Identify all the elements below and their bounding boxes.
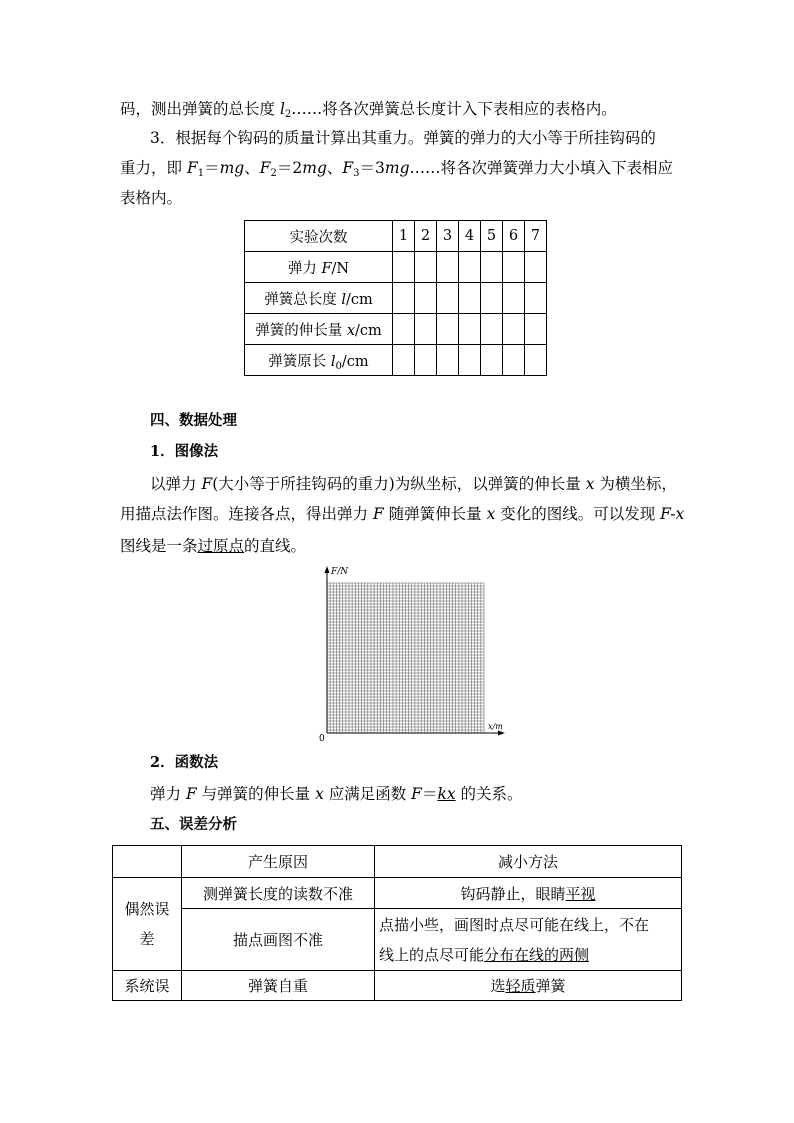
answer-underline: kx [437, 785, 456, 803]
method1-title: 1．图像法 [150, 443, 219, 460]
method2-line: 弹力 F 与弹簧的伸长量 x 应满足函数 F＝kx 的关系。 [150, 785, 523, 803]
column-header: 7 [525, 221, 547, 252]
para-line3: 图线是一条过原点的直线。 [120, 537, 307, 555]
fx-graph [310, 563, 510, 743]
column-header: 2 [415, 221, 437, 252]
table-header-label: 实验次数 [245, 221, 393, 252]
table-row [113, 971, 682, 1001]
method2-title: 2．函数法 [150, 754, 219, 771]
x-axis-arrow [498, 731, 505, 736]
column-header: 5 [481, 221, 503, 252]
table-header-row [245, 221, 547, 252]
column-header: 4 [459, 221, 481, 252]
error-analysis-table [112, 845, 682, 1001]
step3-line3: 表格内。 [120, 189, 183, 207]
table-row [113, 878, 682, 909]
step2-tail-text: 码，测出弹簧的总长度 [120, 100, 280, 118]
y-axis-label: F/N [331, 567, 349, 577]
systematic-error-label: 系统误 [113, 971, 182, 1001]
method-cell: 选轻质弹簧 [375, 971, 682, 1001]
var-l: l [279, 100, 285, 118]
row-label: 弹簧的伸长量 x/cm [245, 314, 393, 345]
origin-label: 0 [319, 734, 325, 743]
para-line1: 以弹力 F(大小等于所挂钩码的重力)为纵坐标，以弹簧的伸长量 x 为横坐标， [150, 475, 677, 493]
column-header: 1 [393, 221, 415, 252]
row-label: 弹簧总长度 l/cm [245, 283, 393, 314]
step3-line2: 重力，即 $F_1=mg$、$F_2=2mg$、$F_3=3mg\dots\dots$将各次弹簧弹力大小填入下表相应 [120, 159, 674, 179]
method-cell: 点描小些，画图时点尽可能在线上，不在 线上的点尽可能分布在线的两侧 [375, 909, 682, 971]
y-axis-arrow [325, 566, 330, 573]
cause-cell: 弹簧自重 [182, 971, 375, 1001]
column-header: 3 [437, 221, 459, 252]
cause-cell: 测弹簧长度的读数不准 [182, 878, 375, 909]
step2-tail-line [120, 98, 617, 120]
x-axis-label: x/m [488, 722, 503, 731]
method-cell: 钩码静止，眼睛平视 [375, 878, 682, 909]
step3-line1: 3．根据每个钩码的质量计算出其重力。弹簧的弹力的大小等于所挂钩码的 [150, 129, 656, 147]
table-row [245, 252, 547, 283]
table-row [245, 345, 547, 376]
column-header: 减小方法 [375, 846, 682, 878]
cause-cell: 描点画图不准 [182, 909, 375, 971]
section4-heading: 四、数据处理 [150, 412, 237, 429]
subscript: 2 [284, 109, 292, 120]
step2-tail-text-end: ……将各次弹簧总长度计入下表相应的表格内。 [291, 100, 617, 118]
experiment-table [244, 220, 547, 376]
table-row [245, 314, 547, 345]
section5-heading: 五、误差分析 [150, 816, 237, 833]
column-header: 6 [503, 221, 525, 252]
accidental-error-label: 偶然误 差 [113, 878, 182, 971]
table-row [245, 283, 547, 314]
column-header: 产生原因 [182, 846, 375, 878]
para-line2: 用描点法作图。连接各点，得出弹力 F 随弹簧伸长量 x 变化的图线。可以发现 F-x [120, 505, 685, 523]
row-label: 弹簧原长 $l_0/cm$ [245, 345, 393, 376]
table-row [113, 909, 682, 971]
answer-underline: 过原点 [197, 537, 245, 555]
table-header-row [113, 846, 682, 878]
row-label: 弹力 F/N [245, 252, 393, 283]
